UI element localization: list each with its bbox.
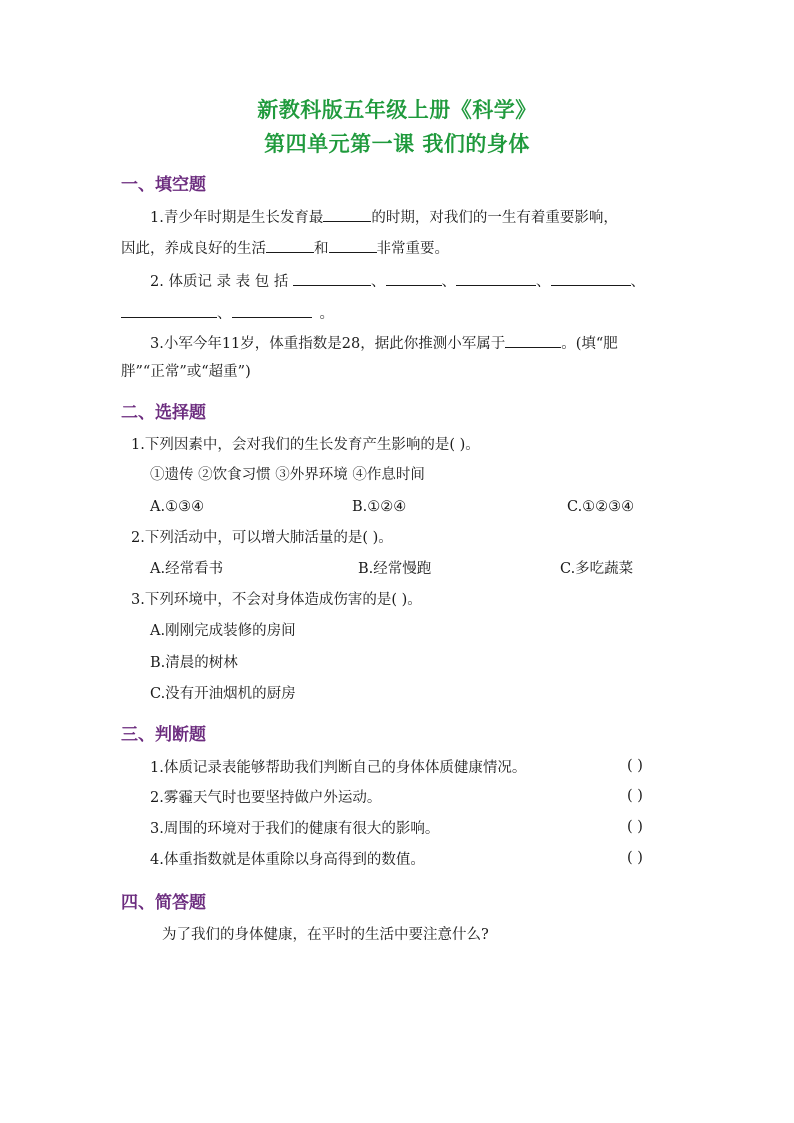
fill-question-2-line-1 (150, 270, 645, 292)
separator: 、 (630, 274, 645, 290)
answer-blank[interactable] (329, 237, 377, 253)
answer-parentheses[interactable]: ( ) (627, 819, 643, 835)
choice-option[interactable]: A.经常看书 (150, 561, 224, 577)
answer-blank[interactable] (293, 270, 371, 286)
judge-item: 2.雾霾天气时也要坚持做户外运动。 (150, 790, 382, 806)
question-text: 的时期，对我们的一生有着重要影响， (371, 210, 618, 226)
answer-parentheses[interactable]: ( ) (627, 758, 643, 774)
judge-item: 3.周围的环境对于我们的健康有很大的影响。 (150, 821, 440, 837)
choice-option[interactable]: B.经常慢跑 (358, 561, 432, 577)
separator: 、 (536, 274, 551, 290)
fill-question-3-line-1 (150, 332, 618, 354)
answer-blank[interactable] (505, 332, 561, 348)
answer-blank[interactable] (323, 206, 371, 222)
choice-question-1-items: ①遗传 ②饮食习惯 ③外界环境 ④作息时间 (150, 467, 425, 483)
fill-question-3-line-2: 胖”“正常”或“超重”) (121, 364, 251, 380)
separator: 、 (441, 274, 456, 290)
question-text: 2. 体质记 录 表 包 括 (150, 274, 293, 290)
choice-question-1: 1.下列因素中，会对我们的生长发育产生影响的是( )。 (131, 437, 480, 453)
fill-question-1-line-1 (150, 206, 618, 228)
section-heading-choice: 二、选择题 (121, 403, 206, 423)
question-text: 和 (314, 241, 329, 257)
choice-option[interactable]: B.清晨的树林 (150, 655, 238, 671)
page-title: 新教科版五年级上册《科学》 (257, 98, 537, 122)
answer-blank[interactable] (232, 302, 312, 318)
choice-option[interactable]: C.没有开油烟机的厨房 (150, 686, 296, 702)
separator: 、 (371, 274, 386, 290)
short-question-1: 为了我们的身体健康，在平时的生活中要注意什么? (162, 927, 489, 943)
question-text: 。(填“肥 (561, 336, 618, 352)
question-text: 1.青少年时期是生长发育最 (150, 210, 324, 226)
section-heading-fill: 一、填空题 (121, 175, 206, 195)
question-text: 。 (319, 306, 334, 322)
judge-item: 1.体质记录表能够帮助我们判断自己的身体体质健康情况。 (150, 760, 527, 776)
section-heading-judge: 三、判断题 (121, 725, 206, 745)
page-subtitle: 第四单元第一课 我们的身体 (264, 132, 530, 156)
answer-blank[interactable] (456, 270, 536, 286)
question-text: 因此，养成良好的生活 (121, 241, 266, 257)
answer-blank[interactable] (266, 237, 314, 253)
answer-parentheses[interactable]: ( ) (627, 850, 643, 866)
choice-option[interactable]: A.刚刚完成装修的房间 (150, 623, 296, 639)
judge-item: 4.体重指数就是体重除以身高得到的数值。 (150, 852, 425, 868)
answer-blank[interactable] (121, 302, 217, 318)
choice-option[interactable]: A.①③④ (150, 499, 205, 515)
choice-question-3: 3.下列环境中，不会对身体造成伤害的是( )。 (131, 592, 422, 608)
choice-option[interactable]: C.①②③④ (567, 499, 635, 515)
question-text: 3.小军今年11岁，体重指数是28，据此你推测小军属于 (150, 336, 506, 352)
section-heading-short: 四、简答题 (121, 893, 206, 913)
choice-question-2: 2.下列活动中，可以增大肺活量的是( )。 (131, 530, 393, 546)
fill-question-2-line-2 (121, 302, 334, 324)
fill-question-1-line-2 (121, 237, 449, 259)
separator: 、 (217, 306, 232, 322)
choice-option[interactable]: B.①②④ (352, 499, 407, 515)
answer-blank[interactable] (551, 270, 631, 286)
answer-blank[interactable] (386, 270, 442, 286)
question-text: 非常重要。 (376, 241, 449, 257)
answer-parentheses[interactable]: ( ) (627, 788, 643, 804)
choice-option[interactable]: C.多吃蔬菜 (560, 561, 634, 577)
